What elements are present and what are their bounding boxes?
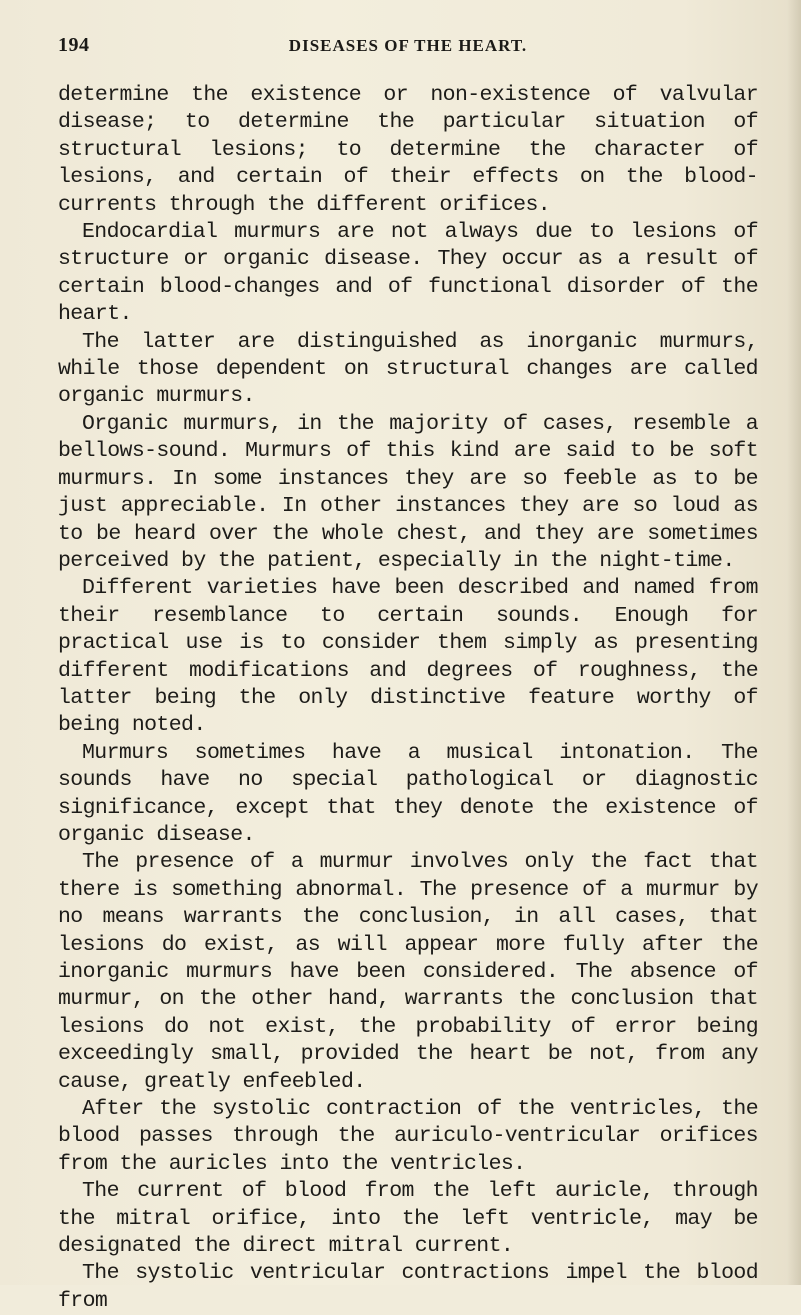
paragraph: The systolic ventricular contractions impel the blood from — [58, 1261, 758, 1313]
paragraph: Murmurs sometimes have a musical intonation. The sounds have no special pathological or diagnostic significance, except that they denote the existence of organic disease. — [58, 740, 758, 847]
paragraph: After the systolic contraction of the ventricles, the blood passes through the auriculo-ventricular orifices from the auricles into the ventricles. — [58, 1097, 758, 1176]
running-head: DISEASES OF THE HEART. — [288, 36, 528, 55]
paragraph: Endocardial murmurs are not always due to lesions of structure or organic disease. They occur as a result of certain blood-changes and of functional disorder of the heart. — [58, 220, 758, 327]
body-text — [58, 82, 758, 1315]
paragraph: The latter are distinguished as inorganic murmurs, while those dependent on structural changes are called organic murmurs. — [58, 329, 758, 409]
paragraph: The presence of a murmur involves only the fact that there is something abnormal. The presence of a murmur by no means warrants the conclusion, in all cases, that lesions do exist, as will appear more fully after the inorganic murmurs have been considered. The absence of murmur, on the other hand, warrants the conclusion that lesions do not exist, the probability of error being exceedingly small, provided the heart be not, from any cause, greatly enfeebled. — [58, 850, 758, 1094]
paragraph: Organic murmurs, in the majority of cases, resemble a bellows-sound. Murmurs of this kind are said to be soft murmurs. In some instances they are so feeble as to be just appreciable. In other instances they are so loud as to be heard over the whole chest, and they are sometimes perceived by the patient, especially in the night-time. — [58, 411, 758, 573]
paragraph: The current of blood from the left auricle, through the mitral orifice, into the left ventricle, may be designated the direct mitral current. — [58, 1179, 758, 1259]
page-edge-shadow — [787, 0, 801, 1285]
paragraph: Different varieties have been described and named from their resemblance to certain sounds. Enough for practical use is to consider them simply as presenting different modifications and degrees of roughness, the latter being the only distinctive feature worthy of being noted. — [58, 576, 758, 738]
paragraph: determine the existence or non-existence of valvular disease; to determine the particular situation of structural lesions; to determine the character of lesions, and certain of their effects on the blood-currents through the different orifices. — [58, 83, 758, 217]
page-number: 194 — [58, 34, 90, 56]
page-header — [58, 34, 758, 64]
